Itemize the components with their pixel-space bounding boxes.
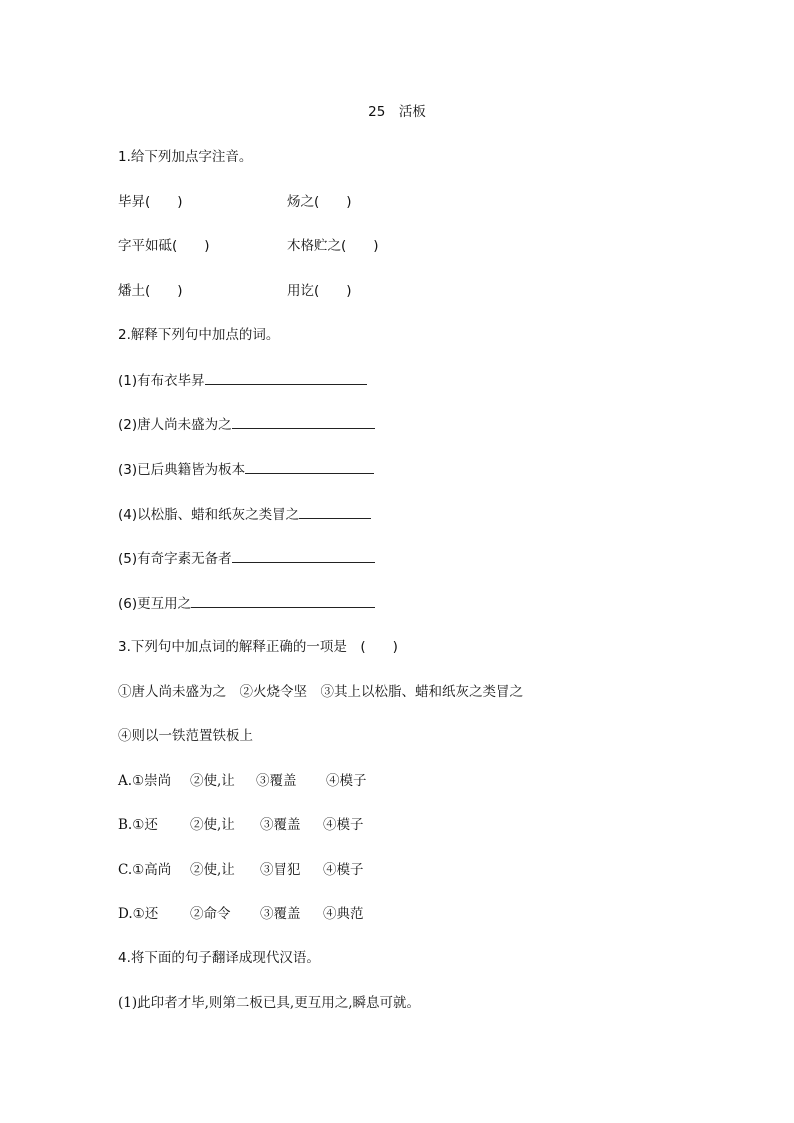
q2-item-5-text: (5)有奇字素无备者: [118, 551, 232, 567]
q4-prompt: 4.将下面的句子翻译成现代汉语。: [118, 950, 320, 966]
q1-item-5: 燔土( ): [118, 283, 183, 299]
q2-item-5: [118, 548, 375, 569]
q3-option-c-1: C.①高尚: [118, 862, 172, 878]
q2-answer-blank-1[interactable]: [205, 370, 367, 385]
q3-option-c-2: ②使,让: [190, 862, 235, 878]
q3-option-b-1: B.①还: [118, 817, 158, 833]
page-title: 25 活板: [368, 104, 426, 120]
q2-answer-blank-4[interactable]: [299, 504, 371, 519]
q2-item-3-text: (3)已后典籍皆为板本: [118, 462, 246, 478]
q3-option-d-2: ②命令: [190, 906, 231, 922]
q3-option-a-2: ②使,让: [190, 773, 235, 789]
q1-item-2: 炀之( ): [287, 194, 352, 210]
q2-item-6: [118, 593, 375, 614]
q2-item-4-text: (4)以松脂、蜡和纸灰之类冒之: [118, 507, 300, 523]
q1-item-1: 毕昇( ): [118, 194, 183, 210]
q3-option-b-3: ③覆盖: [260, 817, 301, 833]
q1-item-4: 木格贮之( ): [287, 238, 379, 254]
q3-option-a-3: ③覆盖: [256, 773, 297, 789]
q3-option-c-4: ④模子: [323, 862, 364, 878]
q1-item-6: 用讫( ): [287, 283, 352, 299]
q2-prompt: 2.解释下列句中加点的词。: [118, 327, 280, 343]
q3-option-c[interactable]: [118, 860, 364, 880]
q3-prompt: 3.下列句中加点词的解释正确的一项是 ( ): [118, 639, 398, 655]
q2-answer-blank-6[interactable]: [191, 593, 375, 608]
q2-item-1-text: (1)有布衣毕昇: [118, 373, 205, 389]
q2-item-2-text: (2)唐人尚未盛为之: [118, 417, 232, 433]
q3-option-b-4: ④模子: [323, 817, 364, 833]
q3-option-d[interactable]: [118, 904, 364, 924]
q3-option-a-4: ④模子: [326, 773, 367, 789]
q2-item-3: [118, 459, 374, 480]
q2-item-2: [118, 414, 375, 435]
q3-option-b[interactable]: [118, 815, 364, 835]
q2-answer-blank-2[interactable]: [232, 414, 375, 429]
q3-sentences-line-1: ①唐人尚未盛为之 ②火烧令坚 ③其上以松脂、蜡和纸灰之类冒之: [118, 684, 523, 700]
q3-sentences-line-2: ④则以一铁范置铁板上: [118, 728, 253, 744]
q3-option-b-2: ②使,让: [190, 817, 235, 833]
q2-answer-blank-3[interactable]: [245, 459, 374, 474]
q2-item-4: [118, 504, 371, 525]
q1-prompt: 1.给下列加点字注音。: [118, 149, 253, 165]
q3-option-c-3: ③冒犯: [260, 862, 301, 878]
q3-option-d-3: ③覆盖: [260, 906, 301, 922]
q1-item-3: 字平如砥( ): [118, 238, 210, 254]
q2-answer-blank-5[interactable]: [232, 548, 375, 563]
q3-option-d-4: ④典范: [323, 906, 364, 922]
q3-option-a[interactable]: [118, 771, 367, 791]
q2-item-6-text: (6)更互用之: [118, 596, 192, 612]
q3-option-d-1: D.①还: [118, 906, 159, 922]
q2-item-1: [118, 370, 367, 391]
q4-item-1: (1)此印者才毕,则第二板已具,更互用之,瞬息可就。: [118, 995, 420, 1011]
q3-option-a-1: A.①崇尚: [118, 773, 172, 789]
